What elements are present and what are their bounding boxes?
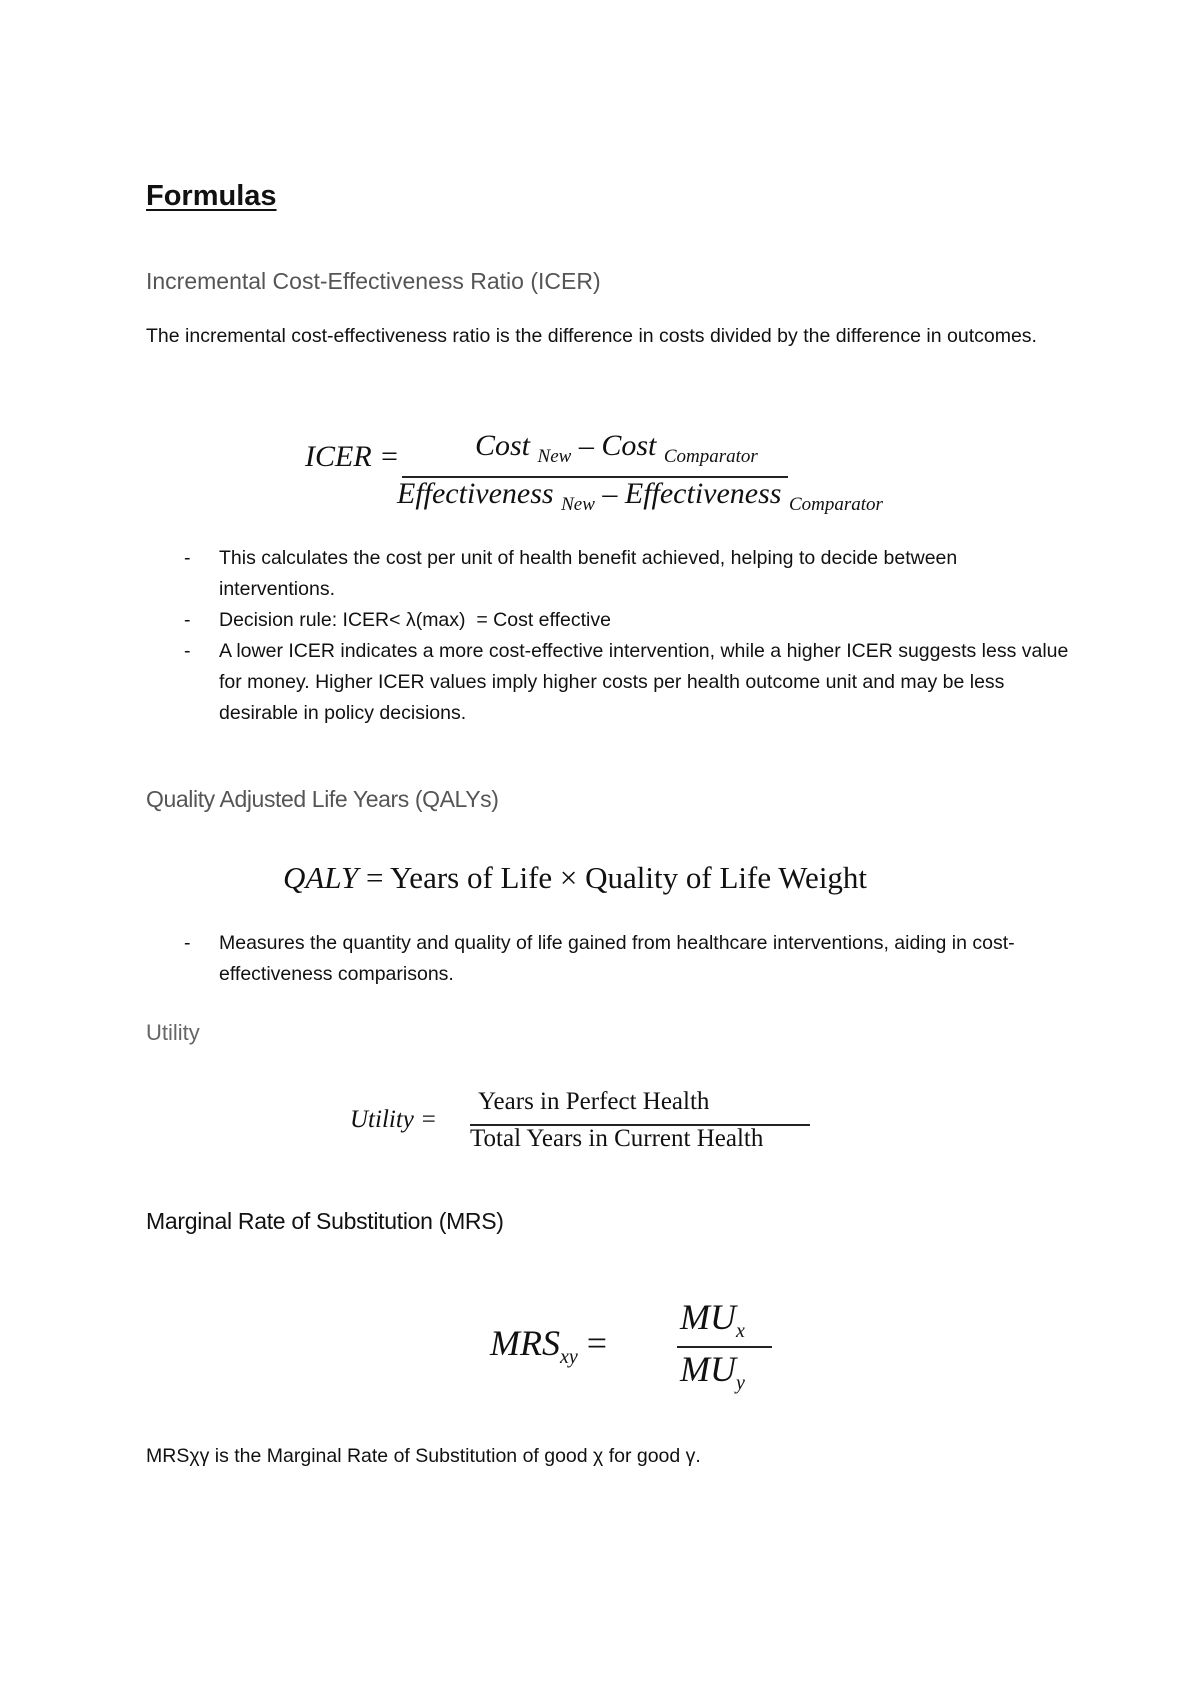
icer-num-minus: – — [571, 429, 602, 462]
icer-heading: Incremental Cost-Effectiveness Ratio (ICER) — [146, 268, 601, 294]
bullet-marker: - — [184, 547, 191, 569]
mrs-heading: Marginal Rate of Substitution (MRS) — [146, 1208, 504, 1234]
list-item — [146, 543, 1076, 605]
mrs-num-sub: x — [736, 1320, 745, 1342]
list-item — [146, 605, 1076, 636]
icer-formula-denominator — [397, 477, 883, 516]
bullet-marker: - — [184, 640, 191, 662]
icer-num-term2: Cost — [601, 429, 657, 462]
bullet-marker: - — [184, 609, 191, 631]
list-item-text: A lower ICER indicates a more cost-effective intervention, while a higher ICER suggests less value for money. Higher ICER values imply higher costs per health outcome unit and may be less desirable in policy decisions. — [219, 640, 1069, 724]
icer-den-term2: Effectiveness — [624, 477, 782, 510]
list-item-text: Decision rule: ICER< λ(max) = Cost effective — [219, 609, 611, 631]
utility-heading: Utility — [146, 1020, 200, 1045]
qaly-formula-lhs: QALY — [283, 860, 359, 895]
icer-num-term1: Cost — [475, 429, 531, 462]
utility-formula-numerator: Years in Perfect Health — [478, 1088, 710, 1115]
mrs-den-main: MU — [680, 1349, 736, 1389]
icer-bullet-list — [146, 543, 1076, 729]
icer-den-term1: Effectiveness — [397, 477, 554, 510]
mrs-equals: = — [577, 1323, 608, 1363]
qaly-formula-rhs: = Years of Life × Quality of Life Weight — [358, 860, 868, 895]
icer-den-sub1: New — [561, 494, 595, 515]
mrs-lhs-main: MRS — [490, 1323, 560, 1363]
utility-formula-lhs: Utility = — [350, 1106, 437, 1133]
icer-num-sub1: New — [537, 446, 572, 467]
icer-formula-lhs: ICER = — [305, 440, 400, 473]
qaly-heading: Quality Adjusted Life Years (QALYs) — [146, 786, 499, 812]
icer-formula-numerator — [475, 429, 758, 468]
icer-description: The incremental cost-effectiveness ratio is the difference in costs divided by the difference in outcomes. — [146, 325, 1037, 347]
mrs-lhs-sub: xy — [559, 1346, 578, 1368]
mrs-num-main: MU — [680, 1297, 736, 1337]
list-item-text: Measures the quantity and quality of life gained from healthcare interventions, aiding in cost-effectiveness comparisons. — [219, 932, 1015, 985]
bullet-marker: - — [184, 932, 191, 954]
mrs-formula-numerator — [680, 1296, 745, 1343]
icer-num-sub2: Comparator — [663, 446, 758, 467]
mrs-formula-lhs — [490, 1322, 607, 1369]
document-title: Formulas — [146, 180, 277, 212]
mrs-formula-denominator — [680, 1348, 745, 1395]
list-item — [146, 928, 1076, 990]
utility-formula-denominator: Total Years in Current Health — [470, 1125, 764, 1152]
qaly-formula — [283, 860, 867, 896]
icer-den-sub2: Comparator — [788, 494, 883, 515]
mrs-description: MRSχγ is the Marginal Rate of Substitution of good χ for good γ. — [146, 1445, 701, 1467]
list-item — [146, 636, 1076, 729]
mrs-den-sub: y — [736, 1372, 745, 1394]
icer-den-minus: – — [594, 477, 625, 510]
qaly-bullet-list — [146, 928, 1076, 990]
list-item-text: This calculates the cost per unit of health benefit achieved, helping to decide between interventions. — [219, 547, 958, 600]
